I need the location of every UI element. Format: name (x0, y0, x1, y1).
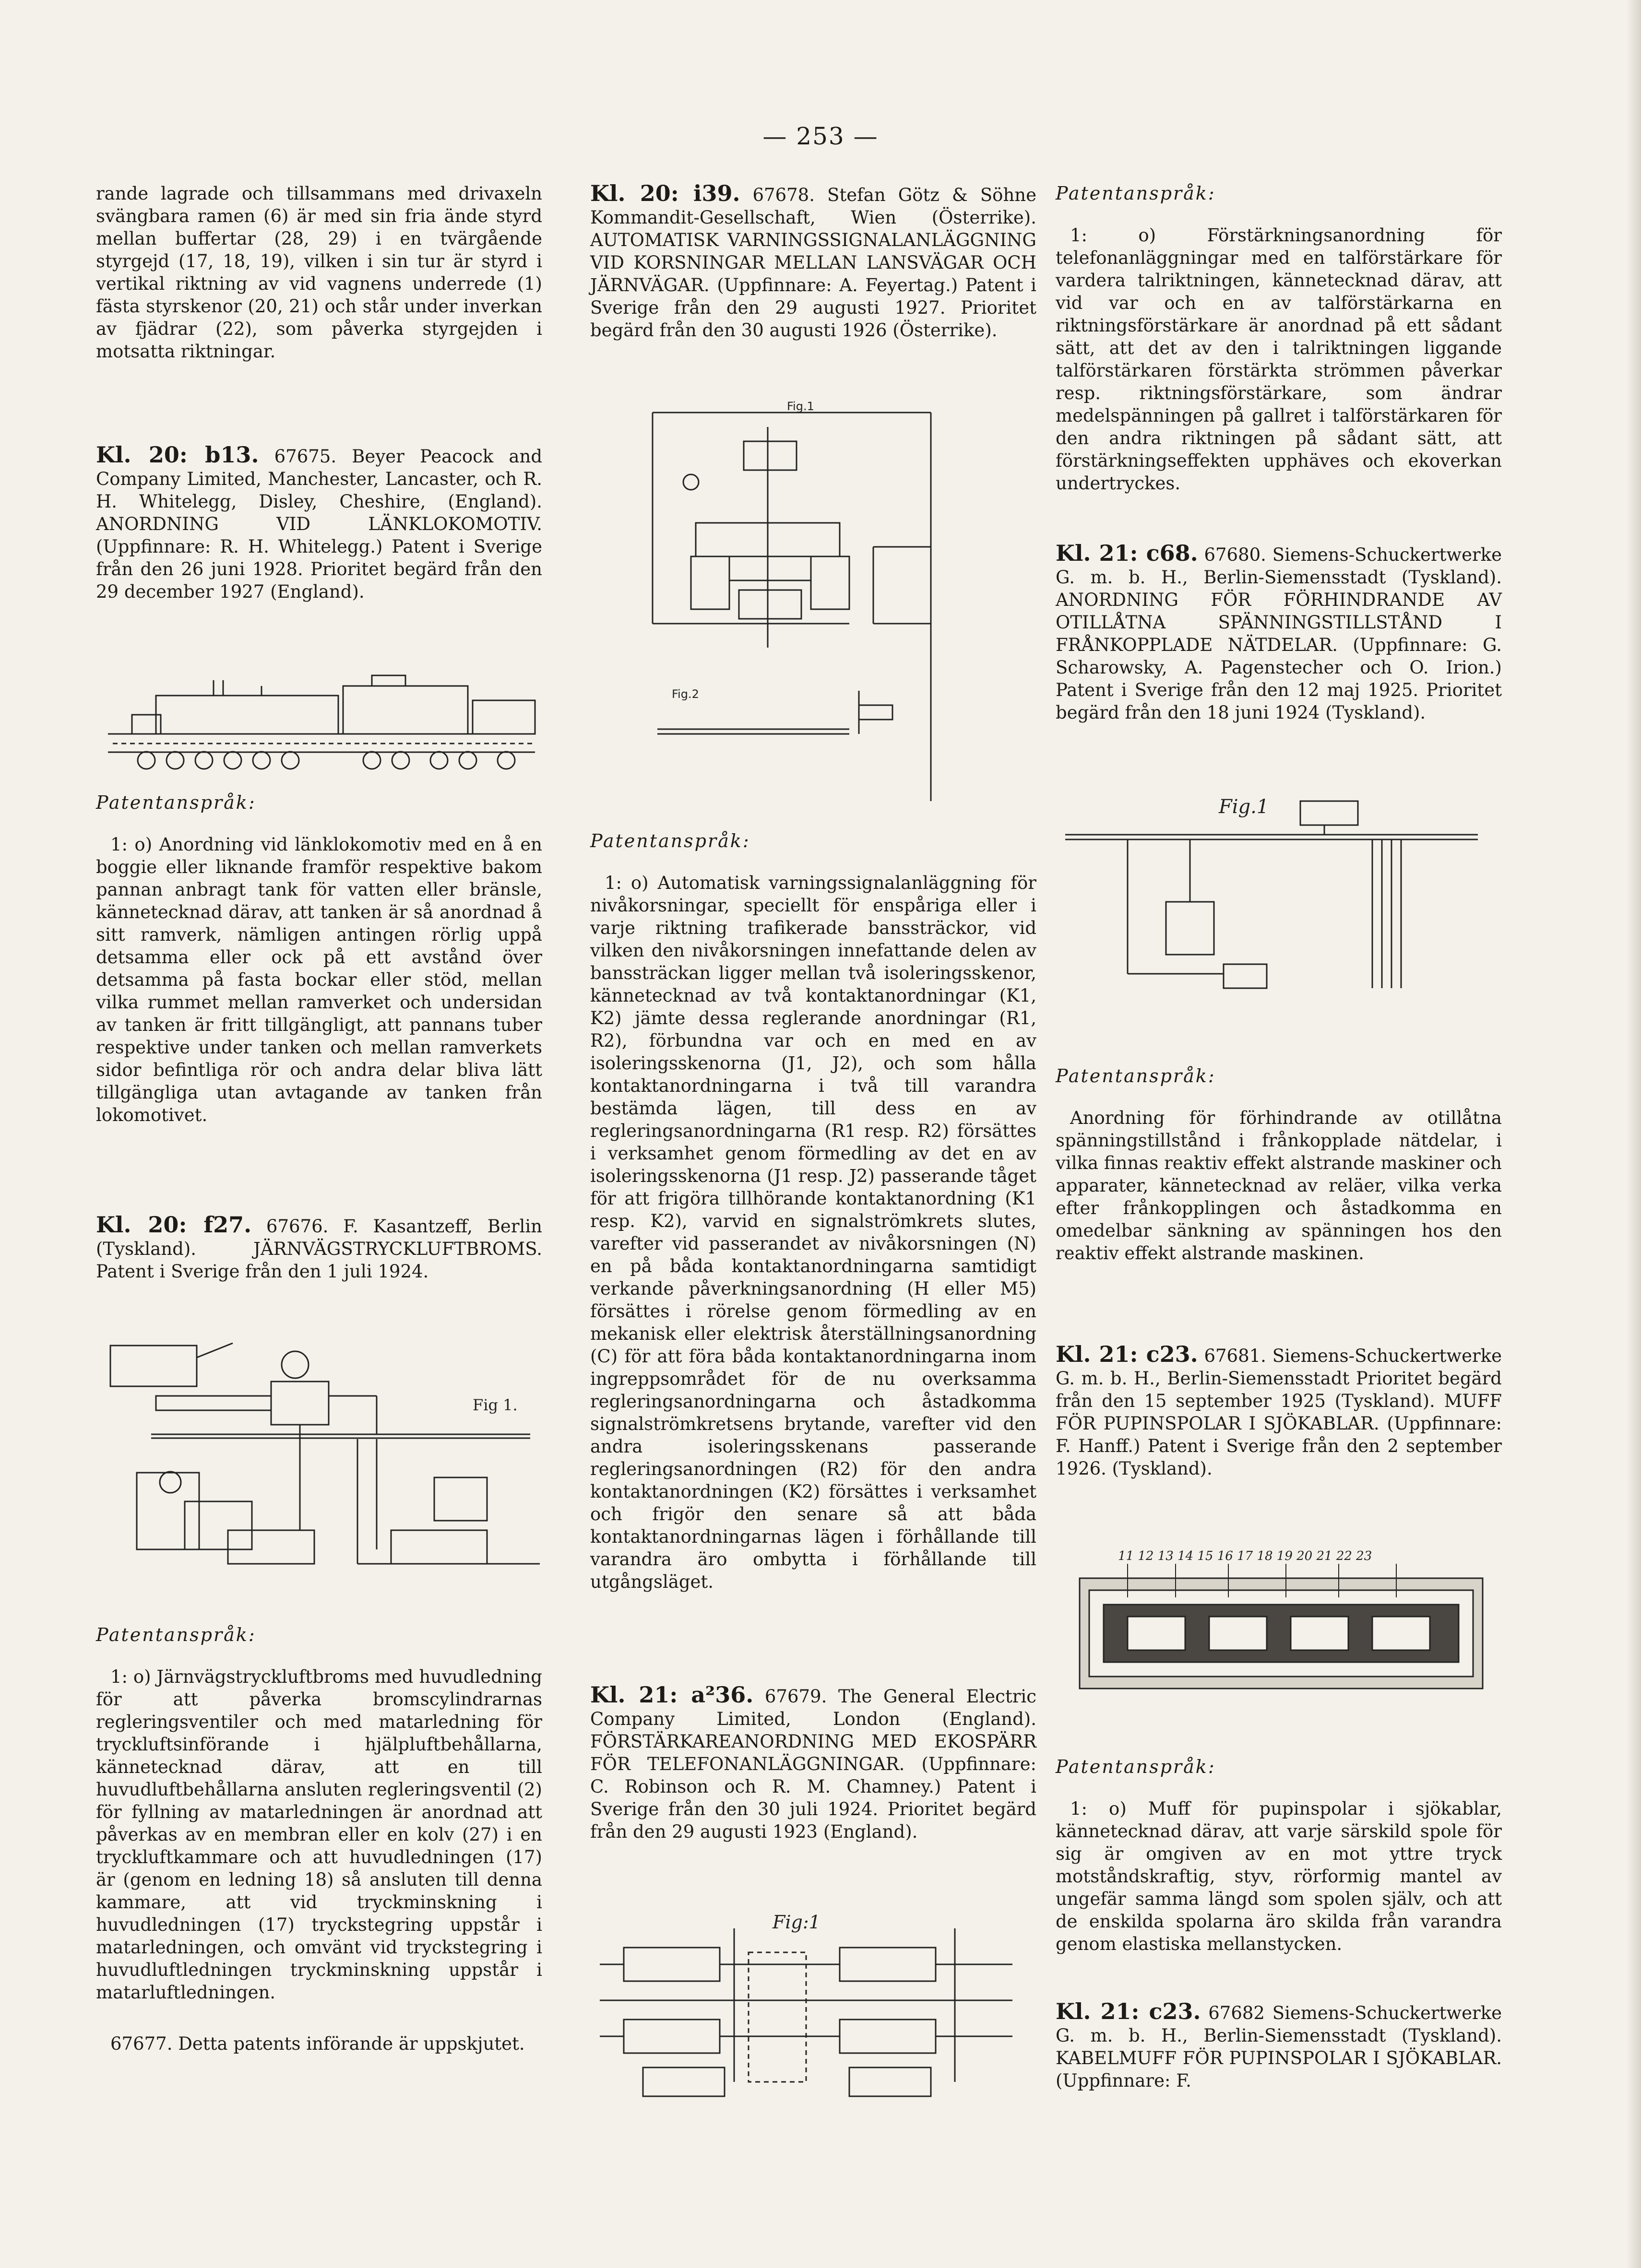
claim-title: Patentanspråk: (96, 792, 256, 813)
col1-entry-67676 (96, 1214, 542, 1283)
entry-text: 67680. Siemens-Schuckertwerke G. m. b. H., Berlin-Siemensstadt (Tyskland). ANORDNING FÖR FÖRHINDRANDE AV OTILLÅTNA SPÄNNINGSTILLSTÅND I FRÅNKOPPLADE NÄTDELAR. (Uppfinnare: G. Scharowsky, A. Pagenstecher och O. Irion.) Patent i Sverige från den 12 maj 1925. Prioritet begärd från den 18 juni 1924 (Tyskland). (1056, 544, 1502, 723)
claim-text: 1: o) Förstärkningsanordning för telefonanläggningar med en talförstärkare för vardera talriktningen, kännetecknad därav, att vid var och en av talförstärkarna en riktningsförstärkare är anordnad på ett sådant sätt, att det av den i talriktningen liggande talförstärkaren förstärkta strömmen påverkar resp. riktningsförstärkare, som ändrar medelspänningen på gallret i talförstärkaren för den andra riktningen på sådant sätt, att förstärkningseffekten upphäves och ekoverkan undertryckes. (1056, 225, 1502, 494)
entry-text: 67682 Siemens-Schuckertwerke G. m. b. H., Berlin-Siemensstadt (Tyskland). KABELMUFF FÖR PUPINSPOLAR I SJÖKABLAR. (Uppfinnare: F. (1056, 2003, 1502, 2091)
class-heading: Kl. 21: a²36. (590, 1682, 754, 1708)
locomotive-figure (103, 667, 545, 777)
claim-title: Patentanspråk: (590, 830, 750, 851)
col1-entry-67675 (96, 444, 542, 603)
claim-title: Patentanspråk: (1056, 183, 1216, 204)
claim-text: 1: o) Järnvägstryckluftbroms med huvudledning för att påverka bromscylindrarnas regleringsventiler och med matarledning för tryckluftsinförande i hjälpluftbehållarna, kännetecknad därav, att en till huvudluftbehållarna ansluten regleringsventil (2) för fyllning av matarledningen är anordnad att påverkas av en membran eller en kolv (27) i en tryckluftkammare och att huvudledningen (17) är (genom en ledning 18) så ansluten till denna kammare, att vid tryckminskning i huvudledningen (17) tryckstegring uppstår i matarledningen, och omvänt vid tryckstegring i huvudluftledningen tryckminskning uppstår i matarluftledningen. (96, 1666, 542, 2003)
col2-entry-67679 (590, 1684, 1036, 1843)
class-heading: Kl. 20: b13. (96, 442, 259, 468)
entry-text: 67681. Siemens-Schuckertwerke G. m. b. H., Berlin-Siemensstadt Prioritet begärd från den 15 september 1925 (Tyskland). MUFF FÖR PUPINSPOLAR I SJÖKABLAR. (Uppfinnare: F. Hanff.) Patent i Sverige från den 2 september 1926. (Tyskland). (1056, 1346, 1502, 1479)
claim-text: 1: o) Muff för pupinspolar i sjökablar, kännetecknad därav, att varje särskild spole för sig är omgiven av en mot yttre tryck motståndskraftig, styv, rörformig mantel av ungefär samma längd som spolen själv, och att de enskilda spolarna äro skilda från varandra genom elastiska mellanstycken. (1056, 1798, 1502, 1954)
figure-label: Fig:1 (773, 1912, 820, 1933)
claim-title: Patentanspråk: (1056, 1065, 1216, 1087)
col1-claim-67675 (96, 791, 542, 1126)
relay-figure (1065, 791, 1487, 1041)
figure-2-label: Fig.2 (672, 687, 699, 701)
entry-text: 67678. Stefan Götz & Söhne Kommandit-Gesellschaft, Wien (Österrike). AUTOMATISK VARNINGSSIGNALANLÄGGNING VID KORSNINGAR MELLAN LANSVÄGAR OCH JÄRNVÄGAR. (Uppfinnare: A. Feyertag.) Patent i Sverige från den 29 augusti 1927. Prioritet begärd från den 30 augusti 1926 (Österrike). (590, 185, 1037, 341)
col1-claim-67676 (96, 1624, 542, 2055)
figure-label: Fig 1. (473, 1396, 518, 1414)
figure-label: Fig.1 (1219, 796, 1269, 818)
signal-circuit-figure (648, 398, 955, 801)
figure-numbers: 11 12 13 14 15 16 17 18 19 20 21 22 23 (1118, 1549, 1372, 1563)
cable-coil-figure (1070, 1545, 1492, 1717)
claim-text: 1: o) Anordning vid länklokomotiv med en å en boggie eller liknande framför respektive bakom pannan anbragt tank för vatten eller bränsle, kännetecknad därav, att tanken är så anordnad å sitt ramverk, nämligen antingen rörlig uppå detsamma eller ock på ett avstånd över detsamma på fasta bockar eller stöd, mellan vilka rummet mellan ramverket och undersidan av tanken är fritt tillgängligt, att pannans tuber respektive under tanken och mellan ramverkets sidor befintliga rör och andra delar bliva lätt tillgängliga utan avtagande av tanken från lokomotivet. (96, 834, 542, 1125)
class-heading: Kl. 20: f27. (96, 1212, 252, 1238)
col3-claim-67679 (1056, 182, 1502, 495)
class-heading: Kl. 21: c68. (1056, 540, 1198, 566)
claim-title: Patentanspråk: (1056, 1756, 1216, 1777)
col3-entry-67680 (1056, 542, 1502, 724)
col2-entry-67678 (590, 182, 1036, 342)
class-heading: Kl. 20: i39. (590, 180, 740, 206)
page-number: — 253 — (762, 122, 879, 150)
amplifier-figure (590, 1909, 1022, 2125)
claim-title: Patentanspråk: (96, 1624, 256, 1645)
col1-intro: rande lagrade och tillsammans med drivaxeln svängbara ramen (6) är med sin fria ände styrd mellan buffertar (28, 29) i en tvärgående styrgejd (17, 18, 19), vilken i sin tur är styrd i vertikal riktning av vid vagnens underrede (1) fästa styrskenor (20, 21) och står under inverkan av fjädrar (22), som påverka styrgejden i motsatta riktningar. (96, 183, 542, 362)
claim-text: 1: o) Automatisk varningssignalanläggning för nivåkorsningar, speciellt för enspåriga eller i varje riktning trafikerade banssträckor, vid vilken den nivåkorsningen innefattande delen av banssträckan ligger mellan två isoleringsskenor, kännetecknad av två kontaktanordningar (K1, K2) jämte dessa reglerande anordningar (R1, R2), förbundna var och en med en av isoleringsskenorna (J1, J2), och som hålla kontaktanordningarna i två till varandra bestämda lägen, till dess en av regleringsanordningarna (R1 resp. R2) försättes i verksamhet genom förmedling av det en av isoleringsskenorna (J1 resp. J2) passerande tåget för att frigöra tillhörande kontaktanordning (K1 resp. K2), varvid en signalströmkrets slutes, varefter vid passerandet av nivåkorsningen (N) en på båda kontaktanordningarna samtidigt verkande påverkningsanordning (H eller M5) försättes i rörelse genom förmedling av en mekanisk eller elektrisk återställningsanordning (C) för att föra båda kontaktanordningarna inom ingreppsområdet för de nu overksamma regleringsanordningarna och åstadkomma signalströmkretsens brytande, varefter vid den andra isoleringsskenans passerande regleringsanordningen (R2) för den andra kontaktanordningen (K2) försättes i verksamhet och frigör den senare så att båda kontaktanordningarnas lägen i förhållande till varandra äro ombytta i förhållande till utgångsläget. (590, 873, 1036, 1592)
figure-1-label: Fig.1 (787, 400, 814, 413)
brake-figure (108, 1338, 540, 1583)
col3-entry-67681 (1056, 1343, 1502, 1480)
page-edge-shadow (1627, 0, 1641, 2268)
col3-entry-67682 (1056, 2000, 1502, 2092)
class-heading: Kl. 21: c23. (1056, 1998, 1201, 2024)
col2-claim-67678 (590, 830, 1036, 1593)
entry-text: 67675. Beyer Peacock and Company Limited, Manchester, Lancaster, och R. H. Whitelegg, Disley, Cheshire, (England). ANORDNING VID LÄNKLOKOMOTIV. (Uppfinnare: R. H. Whitelegg.) Patent i Sverige från den 26 juni 1928. Prioritet begärd från den 29 december 1927 (England). (96, 446, 543, 602)
col3-claim-67680 (1056, 1065, 1502, 1264)
col3-claim-67681 (1056, 1756, 1502, 1955)
class-heading: Kl. 21: c23. (1056, 1341, 1198, 1367)
entry-text: 67676. F. Kasantzeff, Berlin (Tyskland). JÄRNVÄGSTRYCKLUFTBROMS. Patent i Sverige från den 1 juli 1924. (96, 1216, 543, 1282)
entry-text: 67679. The General Electric Company Limited, London (England). FÖRSTÄRKAREANORDNING MED EKOSPÄRR FÖR TELEFONANLÄGGNINGAR. (Uppfinnare: C. Robinson och R. M. Chamney.) Patent i Sverige från den 30 juli 1924. Prioritet begärd från den 29 augusti 1923 (England). (590, 1686, 1036, 1842)
deferred-note: 67677. Detta patents införande är uppskjutet. (110, 2033, 525, 2054)
claim-text: Anordning för förhindrande av otillåtna spänningstillstånd i frånkopplade nätdelar, i vilka finnas reaktiv effekt alstrande maskiner och apparater, kännetecknad av reläer, vilka verka efter frånkopplingen och åstadkomma en omedelbar sänkning av spänningen hos den reaktiv effekt alstrande maskinen. (1056, 1108, 1502, 1264)
